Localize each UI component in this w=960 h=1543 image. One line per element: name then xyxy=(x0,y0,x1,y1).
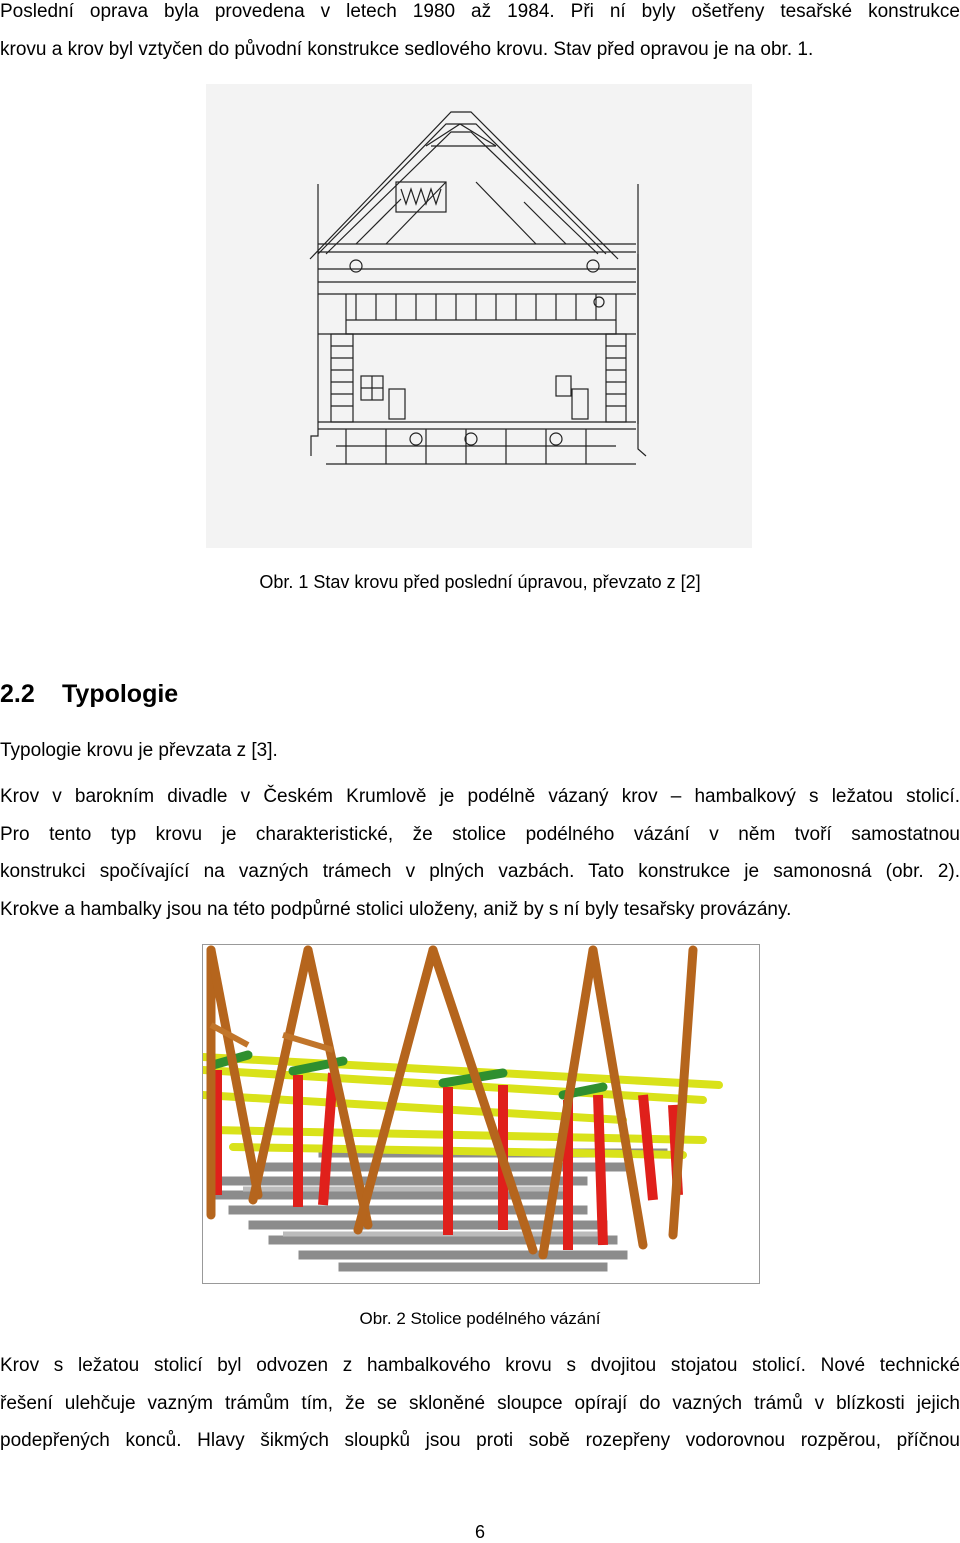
p2-line-4: Krokve a hambalky jsou na této podpůrné stolici uloženy, aniž by s ní byly tesařsky provázány. xyxy=(0,898,792,920)
figure-1-drawing xyxy=(206,84,752,548)
truss-render-svg xyxy=(203,945,759,1283)
p3-line-1: Krov s ležatou stolicí byl odvozen z hambalkového krovu s dvojitou stojatou stolicí. Nové technické xyxy=(0,1355,960,1376)
p2-line-1: Krov v barokním divadle v Českém Krumlově je podélně vázaný krov – hambalkový s ležatou stolicí. xyxy=(0,786,960,807)
intro-paragraph xyxy=(0,0,960,68)
figure-1-caption: Obr. 1 Stav krovu před poslední úpravou, převzato z [2] xyxy=(259,572,701,592)
section-number: 2.2 xyxy=(0,680,35,708)
page-number: 6 xyxy=(474,1522,485,1542)
typology-note xyxy=(0,732,960,770)
p3-line-3: podepřených konců. Hlavy šikmých sloupků jsou proti sobě rozepřeny vodorovnou rozpěrou, příčnou xyxy=(0,1430,960,1451)
figure-2-render xyxy=(202,944,760,1284)
paragraph-2 xyxy=(0,778,960,928)
intro-line-1: Poslední oprava byla provedena v letech 1980 až 1984. Při ní byly ošetřeny tesařské konstrukce xyxy=(0,1,960,22)
typology-note-line: Typologie krovu je převzata z [3]. xyxy=(0,740,278,761)
intro-line-2: krovu a krov byl vztyčen do původní konstrukce sedlového krovu. Stav před opravou je na obr. 1. xyxy=(0,38,814,60)
section-title: Typologie xyxy=(62,680,179,708)
p3-line-2: řešení ulehčuje vazným trámům tím, že se skloněné sloupce opírají do vazných trámů v blízkosti jejich xyxy=(0,1392,960,1414)
p2-line-2: Pro tento typ krovu je charakteristické, že stolice podélného vázání v něm tvoří samostatnou xyxy=(0,823,960,845)
figure-2-caption: Obr. 2 Stolice podélného vázání xyxy=(359,1309,601,1328)
section-heading xyxy=(0,680,178,709)
paragraph-3 xyxy=(0,1347,960,1460)
section-drawing-svg xyxy=(206,84,752,548)
p2-line-3: konstrukci spočívající na vazných trámech v plných vazbách. Tato konstrukce je samonosná (obr. 2). xyxy=(0,861,960,882)
